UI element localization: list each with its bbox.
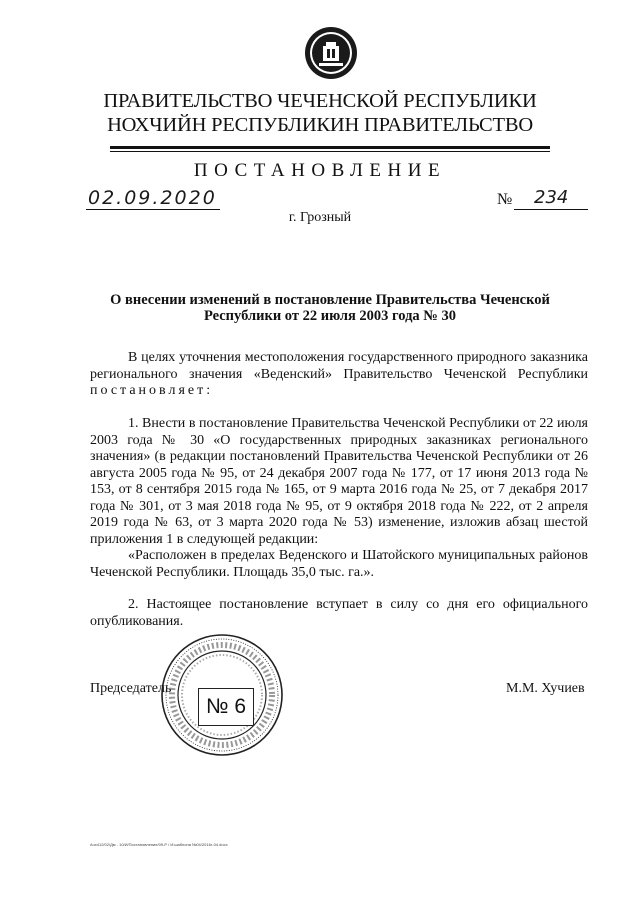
resolves-word: постановляет: bbox=[90, 383, 214, 398]
clause-1-text: 1. Внести в постановление Правительства Чеченской Республики от 22 июля 2003 года № 30 «О государственных природных заказниках регионального значения» (в редакции постановлений Правительства Чеченской Республики от 26 августа 2005 года № 95, от 24 декабря 2007 года № 177, от 17 июня 2013 года № 153, от 8 сентября 2015 года № 165, от 9 марта 2016 года № 25, от 7 декабря 2017 года № 301, от 3 мая 2018 года № 95, от 9 октября 2018 года № 222, от 2 апреля 2019 года № 63, от 3 марта 2020 года № 53) изменение, изложив абзац шестой приложения 1 в следующей редакции: bbox=[90, 416, 588, 547]
clause-1-quote: «Расположен в пределах Веденского и Шатойского муниципальных районов Чеченской Республики. Площадь 35,0 тыс. га.». bbox=[90, 548, 588, 580]
government-name-russian: ПРАВИТЕЛЬСТВО ЧЕЧЕНСКОЙ РЕСПУБЛИКИ bbox=[103, 90, 537, 112]
signer-name: М.М. Хучиев bbox=[506, 681, 585, 696]
document-date: 02.09.2020 bbox=[88, 187, 217, 209]
header-rule-thin bbox=[110, 151, 550, 152]
document-type-title: ПОСТАНОВЛЕНИЕ bbox=[193, 160, 447, 181]
number-sign: № bbox=[497, 191, 513, 208]
preamble-text: В целях уточнения местоположения государственного природного заказника регионального значения «Веденский» Правительство Чеченской Республики bbox=[90, 350, 588, 382]
signer-title: Председатель bbox=[90, 681, 172, 696]
clause-2-paragraph: 2. Настоящее постановление вступает в силу со дня его официального опубликования. bbox=[90, 597, 588, 629]
clause-1-paragraph bbox=[90, 416, 588, 581]
seal-number: № 6 bbox=[198, 688, 254, 726]
chechen-republic-emblem-icon bbox=[303, 25, 359, 81]
document-city: г. Грозный bbox=[288, 210, 352, 225]
header-rule-thick bbox=[110, 146, 550, 149]
government-name-chechen: НОХЧИЙН РЕСПУБЛИКИН ПРАВИТЕЛЬСТВО bbox=[107, 114, 533, 136]
document-number: 234 bbox=[534, 187, 569, 208]
footer-file-path: Ачх412/02/Дм - 10/И/Постановление/09-Р / И:шаблона №04/2016г-04.docx bbox=[90, 842, 228, 847]
document-subject: О внесении изменений в постановление Правительства Чеченской Республики от 22 июля 2003 года № 30 bbox=[110, 292, 550, 324]
preamble-paragraph bbox=[90, 350, 588, 400]
